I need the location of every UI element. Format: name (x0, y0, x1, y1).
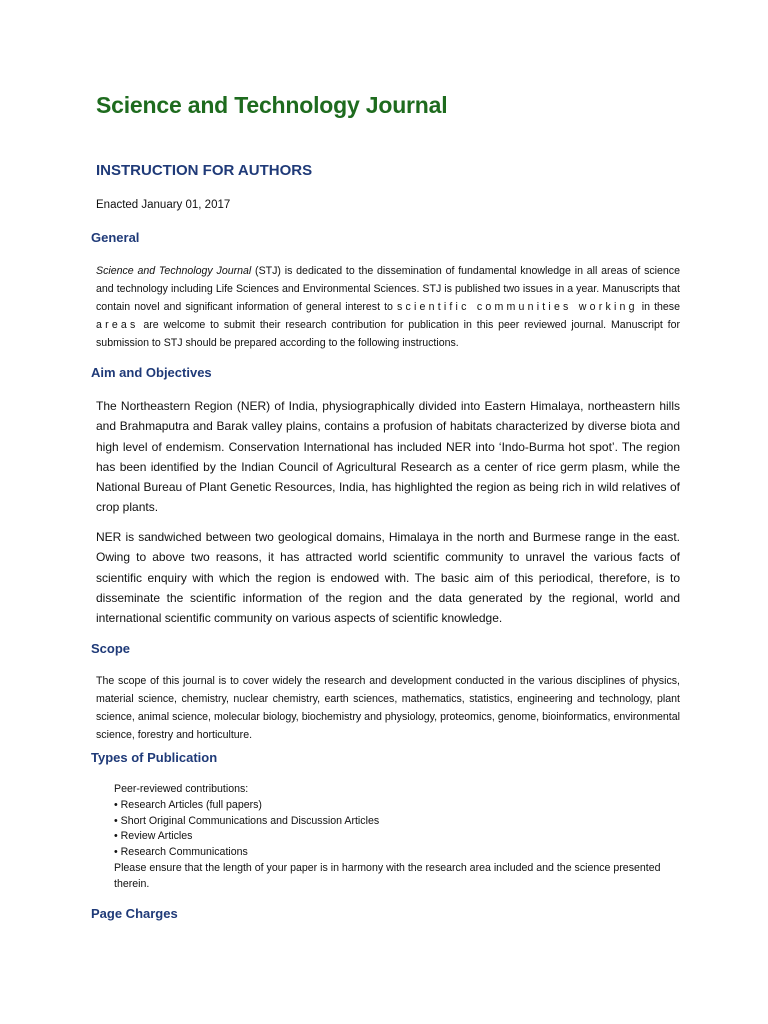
general-spaced-a: scientific communities working (396, 301, 638, 313)
general-heading: General (91, 230, 140, 245)
list-item: • Short Original Communications and Discussion Articles (114, 814, 380, 827)
general-paragraph (96, 262, 680, 352)
page-charges-heading: Page Charges (91, 906, 178, 921)
aim-paragraph-2: NER is sandwiched between two geological domains, Himalaya in the north and Burmese range in the east. Owing to above two reasons, it has attracted world scientific community to unravel the various facts of scientific enquiry with which the region is endowed with. The basic aim of this periodical, therefore, is to disseminate the scientific information of the region and the data generated by the regional, world and international scientific community on various aspects of scientific knowledge. (96, 530, 680, 626)
scope-heading: Scope (91, 641, 131, 656)
journal-title: Science and Technology Journal (96, 92, 448, 118)
journal-name-italic: Science and Technology Journal (96, 265, 252, 277)
general-text-c: are welcome to submit their research contribution for publication in this peer reviewed journal. Manuscript for submission to STJ should be prepared according to the following instructions. (96, 319, 680, 349)
list-item: • Research Communications (114, 846, 248, 859)
aim-paragraph-1: The Northeastern Region (NER) of India, physiographically divided into Eastern Himalaya, northeastern hills and Brahmaputra and Barak valley plains, contains a profusion of habitats characterized by diverse biota and high level of endemism. Conservation International has included NER into ‘Indo-Burma hot spot’. The region has been identified by the Indian Council of Agricultural Research as a center of rice germ plasm, while the National Bureau of Plant Genetic Resources, India, has highlighted the region as being rich in wild relatives of crop plants. (96, 399, 680, 515)
general-spaced-b: areas (96, 319, 139, 331)
list-item: • Review Articles (114, 830, 193, 843)
list-item: • Research Articles (full papers) (114, 798, 262, 811)
enacted-date: Enacted January 01, 2017 (96, 199, 231, 211)
scope-paragraph: The scope of this journal is to cover widely the research and development conducted in the various disciplines of physics, material science, chemistry, nuclear chemistry, earth sciences, mathematics, statistics, engineering and technology, plant science, animal science, molecular biology, biochemistry and physiology, proteomics, genome, bioinformatics, environmental science, forestry and horticulture. (96, 675, 680, 741)
general-text-a: (STJ) is dedicated to the dissemination of fundamental knowledge in all areas of science and technology including Life Sciences and Environmental Sciences. STJ is published two issues in a year. Manuscripts that contain novel and significant information of general interest to (96, 265, 680, 313)
types-heading: Types of Publication (91, 750, 218, 765)
aim-heading: Aim and Objectives (91, 365, 212, 380)
types-intro: Peer-reviewed contributions: (114, 783, 249, 795)
types-list (114, 782, 680, 893)
instructions-heading: INSTRUCTION FOR AUTHORS (96, 162, 313, 179)
types-note: Please ensure that the length of your paper is in harmony with the research area included and the science presented therein. (114, 861, 661, 890)
general-text-b: in these (637, 301, 680, 313)
